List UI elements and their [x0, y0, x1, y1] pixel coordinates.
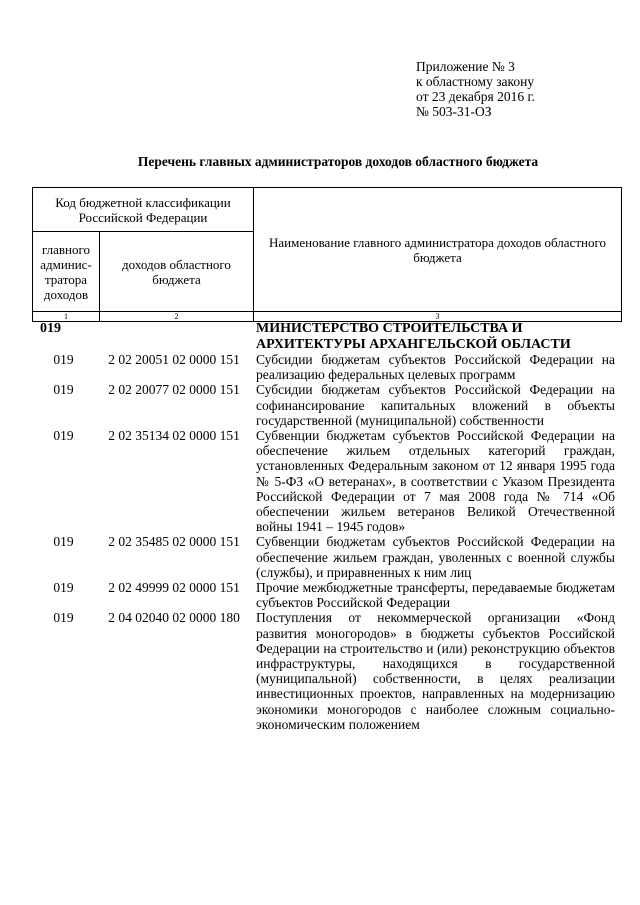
admin-code: 019 [53, 580, 74, 596]
income-code: 2 02 49999 02 0000 151 [108, 580, 240, 596]
table-row [32, 382, 621, 428]
income-code: 2 04 02040 02 0000 180 [108, 610, 240, 626]
col-number-1: 1 [33, 312, 100, 322]
ministry-row [32, 321, 621, 352]
table-body [32, 321, 621, 732]
annex-block [416, 59, 636, 119]
ministry-code: 019 [40, 321, 61, 336]
header-code-group: Код бюджетной классификации Российской Федерации [33, 188, 254, 232]
admin-code: 019 [53, 534, 74, 550]
income-name: Субвенции бюджетам субъектов Российской Федерации на обеспечение жильем граждан, уволенных с военной службы (службы), и приравненных к ним лиц [256, 534, 615, 580]
table-header [32, 187, 622, 322]
admin-code: 019 [53, 352, 74, 367]
income-name: Прочие межбюджетные трансферты, передаваемые бюджетам субъектов Российской Федерации [256, 580, 615, 611]
income-name: Субсидии бюджетам субъектов Российской Федерации на софинансирование капитальных вложений в объекты государственной (муниципальной) собственности [256, 382, 615, 428]
income-code: 2 02 20077 02 0000 151 [108, 382, 240, 398]
annex-line-3: от 23 декабря 2016 г. [416, 89, 535, 104]
header-col2: доходов областного бюджета [100, 232, 254, 312]
table-row [32, 534, 621, 580]
income-code: 2 02 35134 02 0000 151 [108, 428, 240, 444]
annex-line-4: № 503-31-ОЗ [416, 104, 492, 119]
admin-code: 019 [53, 382, 74, 398]
document-title: Перечень главных администраторов доходов областного бюджета [137, 154, 539, 169]
header-col3: Наименование главного администратора доходов областного бюджета [254, 188, 622, 312]
income-code: 2 02 20051 02 0000 151 [108, 352, 240, 367]
income-name: Субвенции бюджетам субъектов Российской Федерации на обеспечение жильем отдельных категорий граждан, установленных Федеральным законом от 12 января 1995 года № 5-ФЗ «О ветеранах», в соответствии с Указом Президента Российской Федерации от 7 мая 2008 года № 714 «Об обеспечении жильем ветеранов Великой Отечественной войны 1941 – 1945 годов» [256, 428, 615, 535]
ministry-name: МИНИСТЕРСТВО СТРОИТЕЛЬСТВА И АРХИТЕКТУРЫ АРХАНГЕЛЬСКОЙ ОБЛАСТИ [256, 321, 571, 352]
table-row [32, 352, 621, 382]
col-number-3: 3 [254, 312, 622, 322]
income-name: Субсидии бюджетам субъектов Российской Федерации на реализацию федеральных целевых программ [256, 352, 615, 383]
annex-line-2: к областному закону [416, 74, 535, 89]
header-col1: главного админис-тратора доходов [33, 232, 100, 312]
table-row [32, 610, 621, 732]
table-row [32, 428, 621, 534]
annex-line-1: Приложение № 3 [416, 59, 515, 74]
col-number-2: 2 [100, 312, 254, 322]
table-row [32, 580, 621, 610]
income-code: 2 02 35485 02 0000 151 [108, 534, 240, 550]
income-name: Поступления от некоммерческой организации «Фонд развития моногородов» в бюджеты субъектов Российской Федерации на строительство и (или) реконструкцию объектов инфраструктуры, находящихся в государственной (муниципальной) собственности, в целях реализации инвестиционных проектов, направленных на модернизацию экономики моногородов с наиболее сложным социально-экономическим положением [256, 610, 615, 732]
admin-code: 019 [53, 610, 74, 626]
admin-code: 019 [53, 428, 74, 444]
